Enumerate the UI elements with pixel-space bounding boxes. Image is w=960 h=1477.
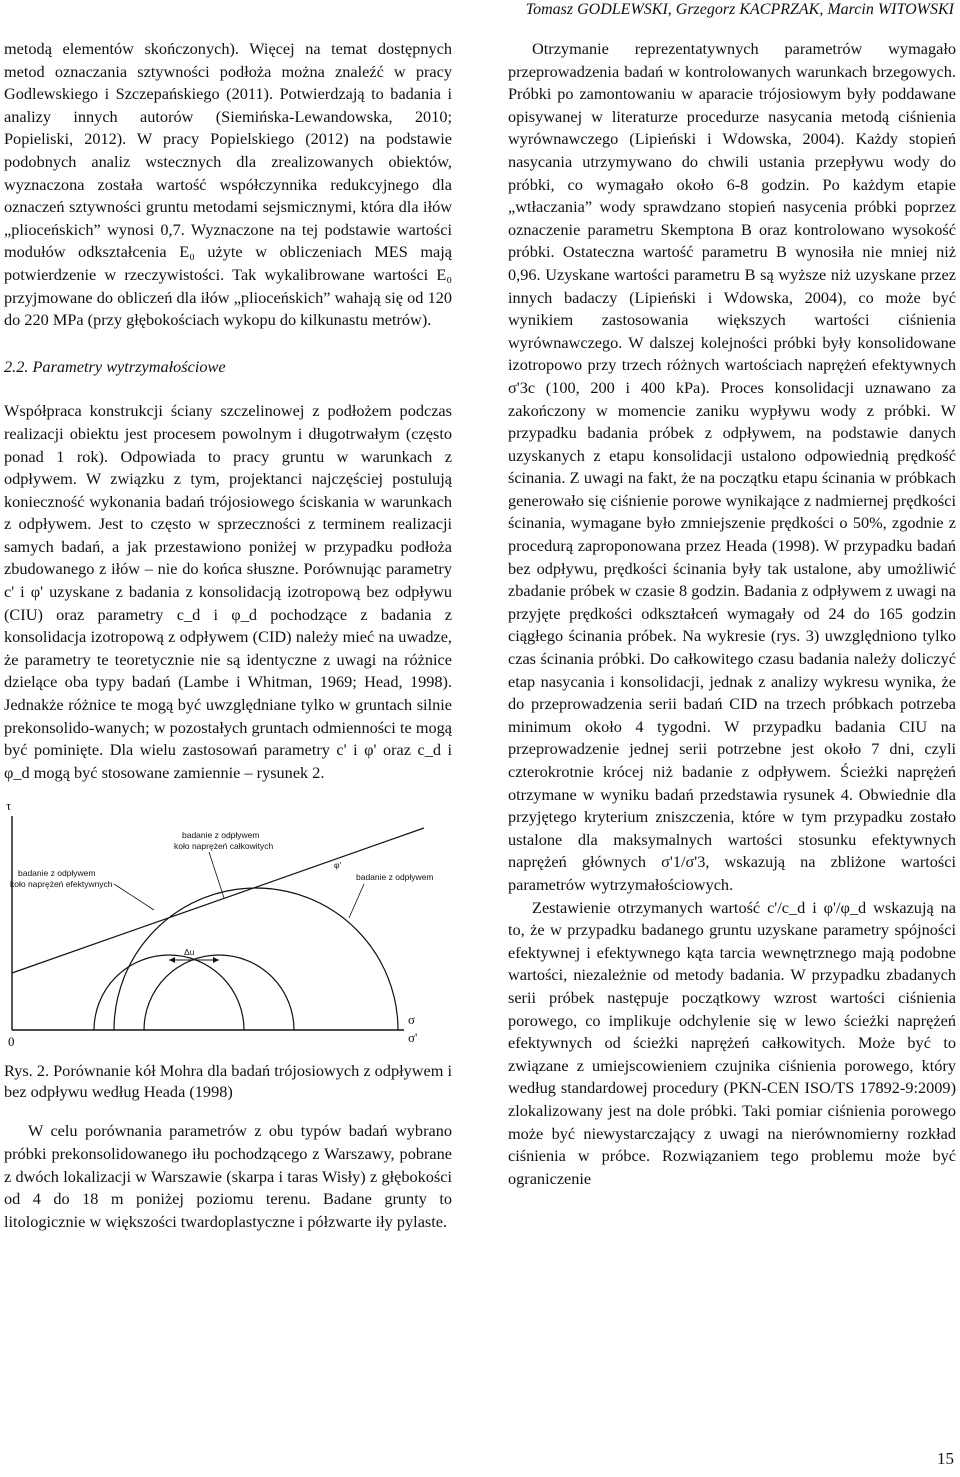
label-drained-effective-2: koło naprężeń efektywnych (10, 879, 113, 890)
leader-effective (114, 884, 154, 910)
leader-total (209, 852, 224, 898)
page-number: 15 (937, 1449, 954, 1468)
mohr-circle-figure (4, 798, 452, 1050)
delta-u-arrowhead-right (213, 957, 219, 963)
figure-caption: Rys. 2. Porównanie kół Mohra dla badań trójosiowych z odpływem i bez odpływu według Heada (1998) (4, 1061, 452, 1102)
running-header: Tomasz GODLEWSKI, Grzegorz KACPRZAK, Marcin WITOWSKI (525, 1, 954, 18)
right-column (508, 38, 956, 1190)
sigma-prime-label: σ' (408, 1030, 418, 1046)
left-paragraph-1: metodą elementów skończonych). Więcej na temat dostępnych metod oznaczania sztywności podłoża można znaleźć w pracy Godlewskiego i Szczepańskiego (2011). Potwierdzają to badania i analizy innych autorów (Siemińska-Lewandowska, 2010; Popieliski, 2012). W pracy Popielskiego (2012) na podstawie podobnych analiz wstecznych dla zrealizowanych obiektów, wyznaczona została wartość współczynnika redukcyjnego dla oznaczeń sztywności gruntu metodami sejsmicznymi, która dla iłów „plioceńskich” wynosi 0,7. Wyznaczone na tej podstawie wartości modułów odkształcenia E₀ użyte w obliczeniach MES mają potwierdzenie w rzeczywistości. Tak wykalibrowane wartości E₀ przyjmowane do obliczeń dla iłów „plioceńskich” wahają się od 120 do 220 MPa (przy głębokościach wykopu do kilkunastu metrów). (4, 39, 452, 330)
delta-u-arrowhead-left (169, 957, 175, 963)
label-drained-total: badanie z odpływem (182, 830, 260, 841)
right-paragraph-1: Otrzymanie reprezentatywnych parametrów wymagało przeprowadzenia badań w kontrolowanych warunkach brzegowych. Próbki po zamontowaniu w aparacie trójosiowym były poddawane opisywanej w literaturze procedurze nasycania metodą ciśnienia wyrównawczego (Lipieński i Wdowska, 2004). Każdy stopień nasycania utrzymywano do chwili ustania przepływu wody do próbki, co wymagało około 6-8 godzin. Po każdym etapie „wtłaczania” wody sprawdzano stopień nasycenia próbki poprzez oznaczenie parametru Skemptona B oraz kontrolowano wysokość próbki. Ostateczna wartość parametru B wynosiła nie mniej niż 0,96. Uzyskane wartości parametru B są wyższe niż uzyskane przez innych badaczy (Lipieński i Wdowska, 2004), co może być wynikiem zastosowania większych wartości ciśnienia wyrównawczego. W dalszej kolejności próbki były konsolidowane izotropowo przy trzech różnych wartościach naprężeń efektywnych σ'3c (100, 200 i 400 kPa). Proces konsolidacji uznawano za zakończony w momencie zaniku wypływu wody z próbki. W przypadku badania próbek z odpływem, na podstawie danych uzyskanych z etapu konsolidacji ustalono odpowiednią prędkość ścinania. Z uwagi na fakt, że na początku etapu ścinania w próbkach generowało się ciśnienie porowe wynikające z nadmiernej prędkości ścinania, wymagane było zmniejszenie prędkości o 50%, zgodnie z procedurą zaproponowana przez Heada (1998). W przypadku badań bez odpływu, prędkości ścinania były tak ustalone, aby umożliwić zbadanie próbek w czasie 8 godzin. Badania z odpływem z uwagi na przyjęte prędkości odkształceń wymagały od 24 do 165 godzin ciągłego ścinania próbek. Na wykresie (rys. 3) uwzględniono tylko czas ścinania próbki. Do całkowitego czasu badania należy doliczyć etap nasycania i konsolidacji, jednak z analizy wykresu wynika, że do przeprowadzenia serii badań CID na trzech próbkach potrzeba minimum około 4 tygodni. W przypadku badania CIU na przeprowadzenie jednej serii potrzebne jest około 7 dni, czyli czterokrotnie krócej niż badanie z odpływem. Ścieżki naprężeń otrzymane w wyniku badań przedstawia rysunek 4. Obwiednie dla przyjętego kryterium zniszczenia, które w tym przypadku zostało ustalone dla maksymalnych wartości stosunku efektywnych naprężeń głównych σ'1/σ'3, wskazują na zbliżone wartości parametrów wytrzymałościowych. (508, 39, 956, 894)
left-paragraph-3: W celu porównania parametrów z obu typów badań wybrano próbki prekonsolidowanego iłu pochodzącego z Warszawy, pobrane z dwóch lokalizacji w Warszawie (skarpa i taras Wisły) z głębokości od 4 do 18 m poniżej poziomu terenu. Badane grunty to litologicznie w większości twardoplastyczne i półzwarte iły pylaste. (4, 1121, 452, 1231)
mohr-circle-undrained (114, 888, 398, 1030)
section-heading: 2.2. Parametry wytrzymałościowe (4, 356, 226, 376)
left-column (4, 38, 452, 1233)
origin-label: 0 (8, 1034, 15, 1050)
delta-u-label: Δu (184, 947, 195, 958)
mohr-circle-effective (94, 955, 244, 1030)
phi-prime-label: φ' (334, 860, 342, 871)
label-drained-total-2: koło naprężeń całkowitych (174, 841, 274, 852)
mohr-circle-total (144, 955, 294, 1030)
left-paragraph-2: Współpraca konstrukcji ściany szczelinowej z podłożem podczas realizacji obiektu jest procesem powolnym i długotrwałym (często ponad 1 rok). Odpowiada to pracy gruntu w warunkach z odpływem. W związku z tym, projektanci najczęściej postulują konieczność wykonania badań trójosiowego ściskania w warunkach z odpływem. Jest to często w sprzeczności z terminem realizacji samych badań, a jak przestawiono poniżej w przypadku podłoża zbudowanego z iłów – nie do końca słuszne. Porównując parametry c' i φ' uzyskane z badania z konsolidacją izotropową bez odpływu (CIU) oraz parametry c_d i φ_d pochodzące z badania z konsolidacja izotropową z odpływem (CID) należy mieć na uwadze, że parametry te teoretycznie nie są identyczne z uwagi na różnice dzielące oba typy badań (Lambe i Whitman, 1969; Head, 1998). Jednakże różnice te mogą być uwzględniane tylko w gruntach silnie prekonsolido-wanych; w pozostałych gruntach odmienności te mogą być pominięte. Dla wielu zastosowań parametry c' i φ' oraz c_d i φ_d mogą być stosowane zamiennie – rysunek 2. (4, 401, 452, 782)
right-paragraph-2: Zestawienie otrzymanych wartość c'/c_d i φ'/φ_d wskazują na to, że w przypadku badanego gruntu uzyskane parametry spójności efektywnej i efektywnego kąta tarcia wewnętrznego mają podobne wartości, niezależnie od metody badania. W przypadku zbadanych serii próbek następuje początkowy wzrost wartości ciśnienia porowego, co implikuje odchylenie się w lewo ścieżki naprężeń efektywnych od ścieżki naprężeń całkowitych. Może być to związane z umiejscowieniem czujnika ciśnienia porowego, który według standardowej procedury (PKN-CEN ISO/TS 17892-9:2009) zlokalizowany jest na dole próbki. Taki pomiar ciśnienia porowego może być niewystarczający z uwagi na nierównomierny rozkład ciśnienia w próbce. Rozwiązaniem tego problemu może być ograniczenie (508, 897, 956, 1188)
mohr-circle-diagram (4, 798, 452, 1050)
sigma-label: σ (408, 1012, 416, 1028)
leader-undrained (349, 884, 364, 918)
tau-label: τ (6, 798, 12, 814)
label-drained-effective: badanie z odpływem (18, 868, 96, 879)
label-undrained: badanie z odpływem (356, 872, 434, 883)
